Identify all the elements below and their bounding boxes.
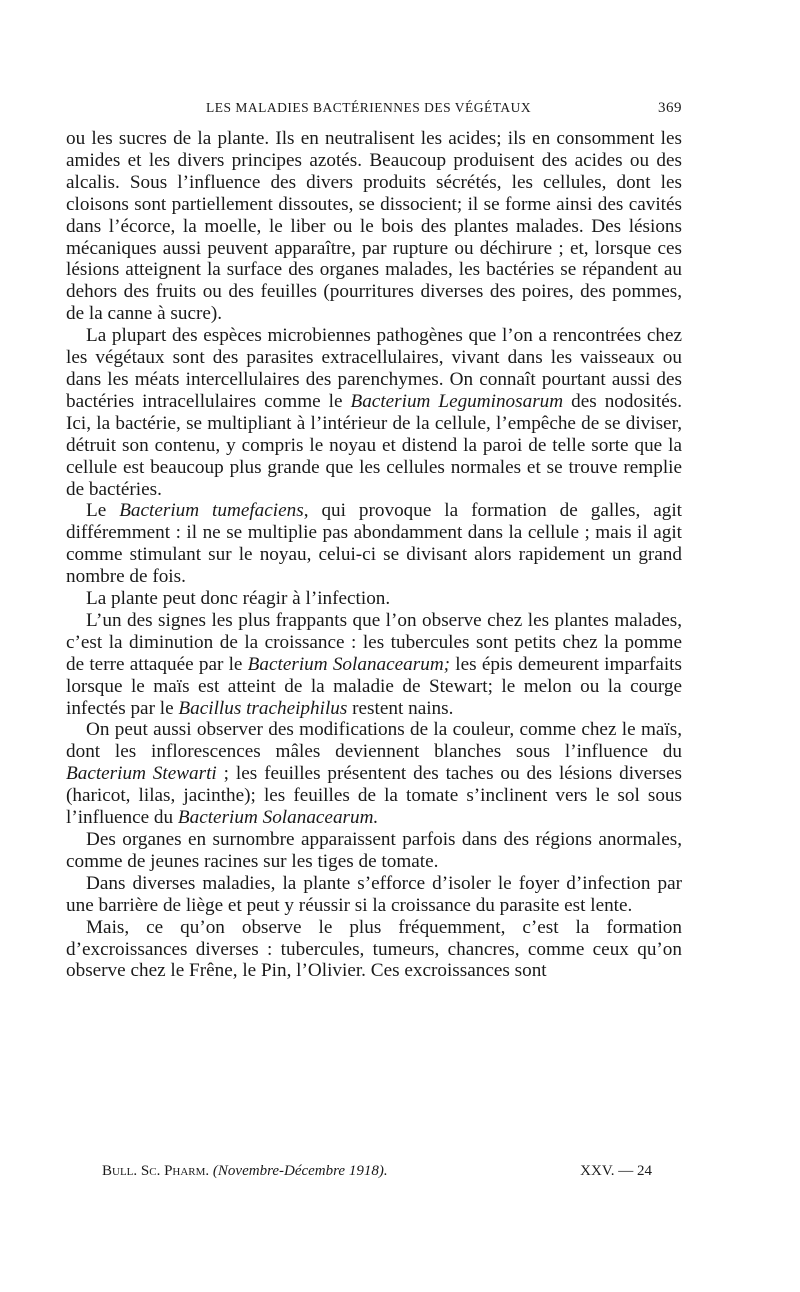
paragraph	[66, 829, 682, 873]
text-segment: ; les feuilles présentent des taches ou des lésions diverses (haricot, lilas, jacinthe); les feuilles de la tomate s’inclinent vers le sol sous l’influence du	[66, 763, 682, 829]
paragraph	[66, 588, 682, 610]
paragraph	[66, 500, 682, 588]
text-segment: , qui provoque la formation de galles, agit différemment : il ne se multiplie pas abondamment dans la cellule ; mais il agit comme stimulant sur le noyau, celui-ci se divisant alors rapidement un grand nombre de fois.	[66, 500, 682, 588]
italic-species-name: Bacterium Stewarti	[66, 763, 217, 785]
body-text	[66, 128, 682, 982]
text-segment: Dans diverses maladies, la plante s’efforce d’isoler le foyer d’infection par une barrière de liège et peut y réussir si la croissance du parasite est lente.	[66, 872, 682, 916]
page-number: 369	[658, 100, 682, 116]
text-segment: La plupart des espèces microbiennes pathogènes que l’on a rencontrées chez les végétaux sont des parasites extracellulaires, vivant dans les vaisseaux ou dans les méats intercellulaires des parenchymes. On connaît pourtant aussi des bactéries intracellulaires comme le	[66, 325, 682, 412]
italic-species-name: Bacterium tumefaciens	[119, 500, 304, 522]
paragraph	[66, 917, 682, 983]
issue-date: (Novembre-Décembre 1918).	[212, 1163, 388, 1179]
text-segment: La plante peut donc réagir à l’infection.	[86, 588, 391, 610]
italic-species-name: Bacillus tracheiphilus	[178, 697, 348, 719]
text-segment: des nodosités. Ici, la bactérie, se multipliant à l’intérieur de la cellule, l’empêche de se diviser, détruit son contenu, y compris le noyau et distend la paroi de telle sorte que la cellule est beaucoup plus grande que les cellules normales et se trouve remplie de bactéries.	[66, 390, 682, 500]
text-segment: L’un des signes les plus frappants que l’on observe chez les plantes malades, c’est la diminution de la croissance : les tubercules sont petits chez la pomme de terre attaquée par le	[66, 609, 682, 675]
running-title: LES MALADIES BACTÉRIENNES DES VÉGÉTAUX	[206, 100, 532, 115]
running-header	[66, 100, 682, 122]
paragraph	[66, 873, 682, 917]
page-footer	[66, 1163, 682, 1185]
italic-species-name: Bacterium Leguminosarum	[350, 390, 564, 412]
text-segment: Le	[86, 500, 120, 522]
volume-page: XXV. — 24	[580, 1163, 652, 1179]
text-segment: Mais, ce qu’on observe le plus fréquemment, c’est la formation d’excroissances diverses : tubercules, tumeurs, chancres, comme ceux qu’on observe chez le Frêne, le Pin, l’Olivier. Ces excroissances sont	[66, 916, 682, 982]
paragraph	[66, 610, 682, 720]
paragraph	[66, 719, 682, 829]
text-segment: les épis demeurent imparfaits lorsque le maïs est atteint de la maladie de Stewart; le melon ou la courge infectés par le	[66, 653, 682, 719]
paragraph	[66, 325, 682, 500]
text-segment: restent nains.	[347, 697, 454, 719]
journal-name: Bull. Sc. Pharm.	[102, 1163, 210, 1179]
text-segment: On peut aussi observer des modifications de la couleur, comme chez le maïs, dont les inflorescences mâles deviennent blanches sous l’influence du	[66, 719, 682, 763]
text-segment: Des organes en surnombre apparaissent parfois dans des régions anormales, comme de jeunes racines sur les tiges de tomate.	[66, 829, 682, 872]
italic-species-name: Bacterium Solanacearum;	[247, 653, 451, 675]
italic-species-name: Bacterium Solanacearum.	[177, 807, 379, 829]
paragraph	[66, 128, 682, 325]
text-segment: ou les sucres de la plante. Ils en neutralisent les acides; ils en consomment les amides et les divers principes azotés. Beaucoup produisent des acides ou des alcalis. Sous l’influence des divers produits sécrétés, les cellules, dont les cloisons sont partiellement dissoutes, se dissocient; il se forme ainsi des cavités dans l’écorce, la moelle, le liber ou le bois des plantes malades. Des lésions mécaniques aussi peuvent apparaître, par rupture ou déchirure ; et, lorsque ces lésions atteignent la surface des organes malades, les bactéries se répandent au dehors des fruits ou des feuilles (pourritures diverses des poires, des pommes, de la canne à sucre).	[66, 128, 682, 325]
footer-citation	[102, 1163, 388, 1180]
